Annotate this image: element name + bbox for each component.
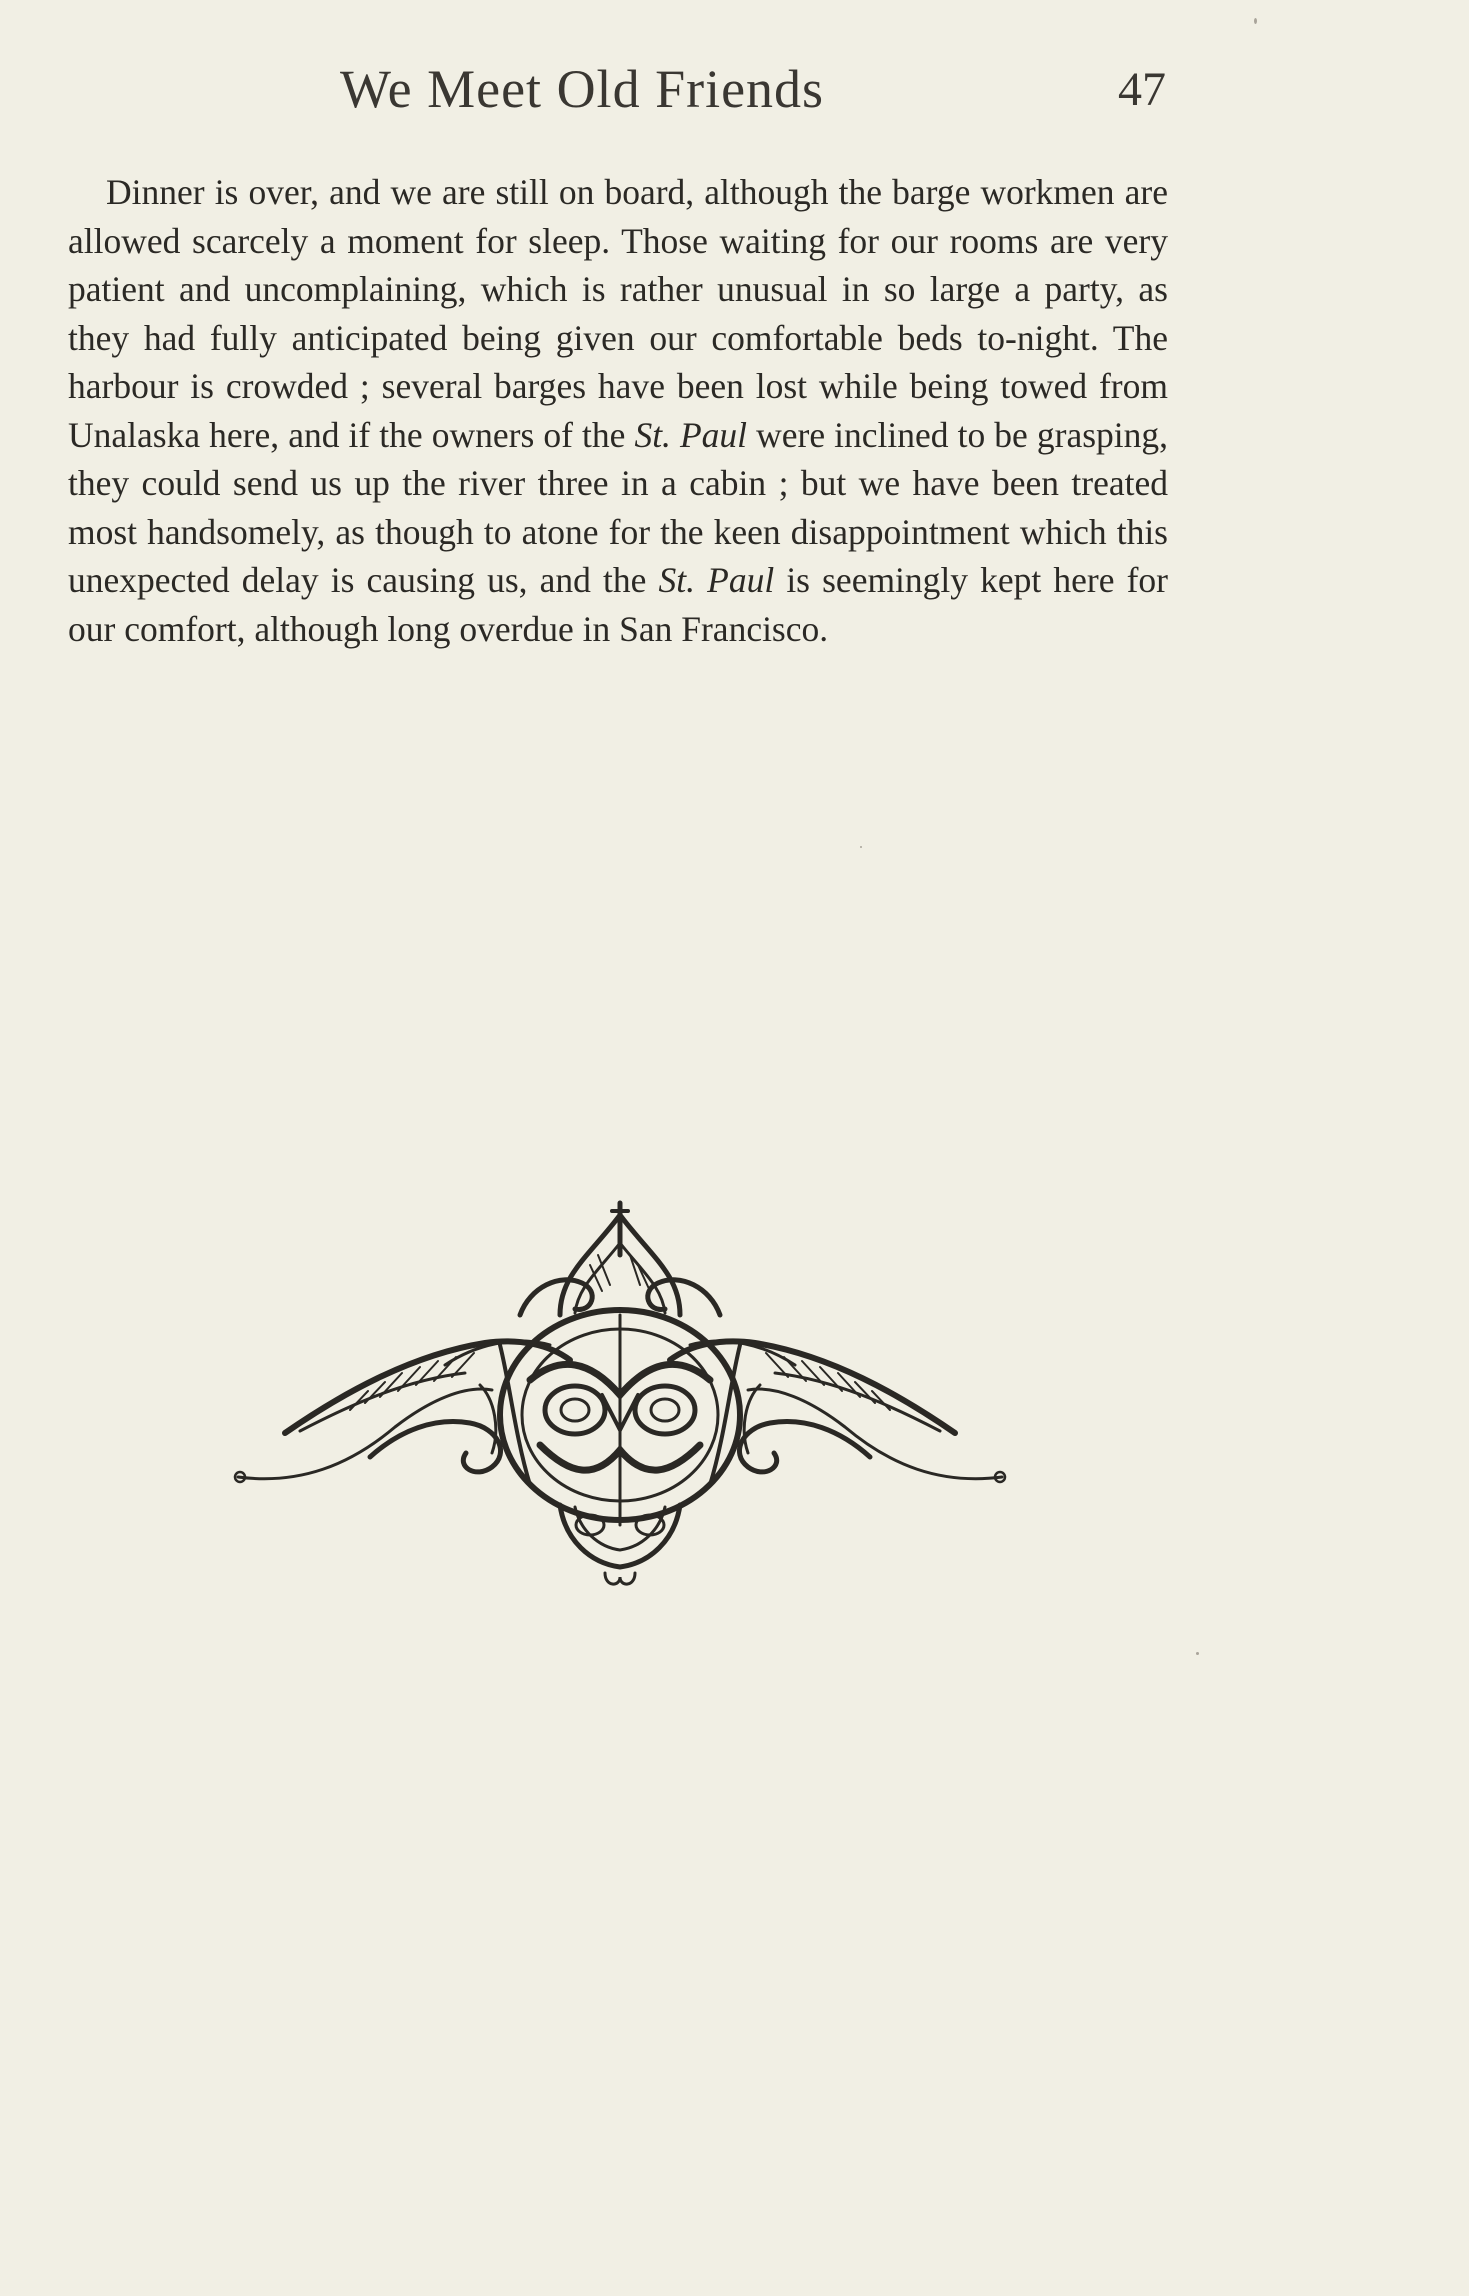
body-text-part-1: Dinner is over, and we are still on board, although the barge workmen are allowed scarcely a moment for sleep. Those waiting for our rooms are very patient and uncomplaining, which is rather unusual in so large a party, as they had fully anticipated being given our comfortable beds to-night. The harbour is crowded ; several barges have been lost while being towed from Unalaska here, and if the owners of the [68,172,1168,455]
body-text-part-3: is seemingly kept here for our comfort, although long overdue in San Francisco. [68,560,1168,649]
running-title: We Meet Old Friends [340,59,825,119]
decorative-tailpiece-ornament-icon [230,1195,1010,1595]
running-head [0,58,1469,118]
paper-speck [860,846,862,848]
page-number: 47 [1118,63,1166,116]
ship-name-italic: St. Paul [658,560,775,600]
ship-name-italic: St. Paul [634,414,748,455]
paper-speck [1196,1652,1199,1655]
paper-speck [1254,18,1257,24]
body-text-part-2: were inclined to be grasping, they could send us up the river three in a cabin ; but we have been treated most handsomely, as though to atone for the keen disappointment which this unexpected delay is causing us, and the [68,414,1169,600]
body-paragraph [68,168,1168,653]
